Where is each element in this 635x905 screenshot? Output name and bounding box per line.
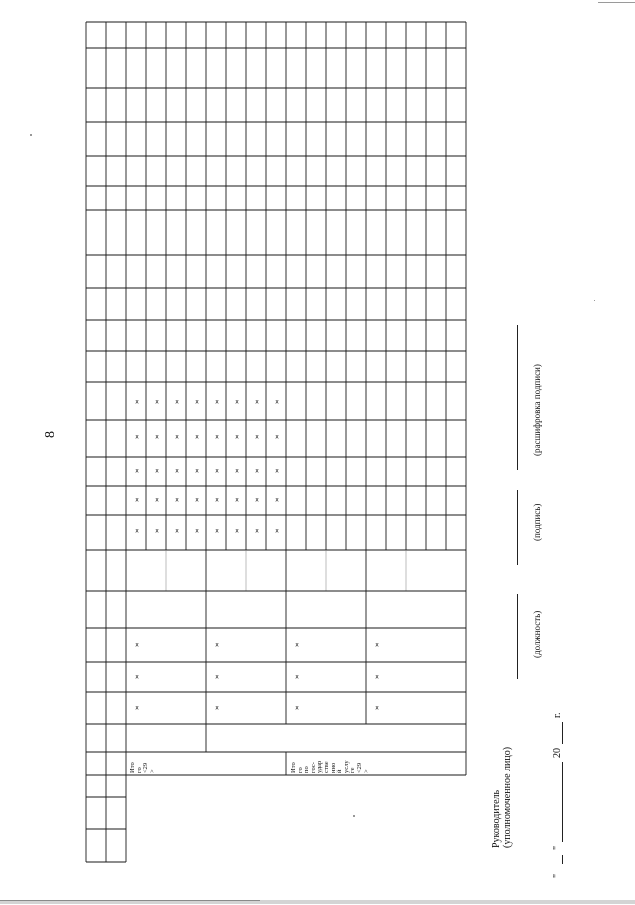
head-title-line2: (уполномоченное лицо) <box>502 746 513 848</box>
cell-mark: x <box>235 398 239 406</box>
cell-mark: x <box>155 496 159 504</box>
cell-mark: x <box>215 467 219 475</box>
cell-mark: x <box>255 527 259 535</box>
date-quote-open: " <box>552 873 563 878</box>
cell-mark: x <box>155 467 159 475</box>
date-quote-close: " <box>552 845 563 850</box>
position-line <box>517 594 518 679</box>
cell-mark: x <box>175 433 179 441</box>
row-label-itogo-gov-service: Ито го по гос- удар стве нно й услу ге <29 > <box>290 760 370 773</box>
row-label-itogo: Ито го <29 > <box>129 762 156 773</box>
cell-mark: x <box>255 433 259 441</box>
bottom-edge-rule <box>0 900 635 904</box>
cell-mark: x <box>235 467 239 475</box>
head-title <box>491 747 513 848</box>
cell-mark: x <box>275 398 279 406</box>
cell-mark: x <box>375 673 379 681</box>
cell-mark: x <box>195 527 199 535</box>
cell-mark: x <box>375 704 379 712</box>
decoding-caption: (расшифровка подписи) <box>532 364 542 456</box>
cell-mark: x <box>175 527 179 535</box>
cell-mark: x <box>235 433 239 441</box>
cell-mark: x <box>215 398 219 406</box>
cell-mark: x <box>155 527 159 535</box>
cell-mark: x <box>135 527 139 535</box>
cell-mark: x <box>195 496 199 504</box>
cell-mark: x <box>375 641 379 649</box>
date-month-line <box>562 762 563 842</box>
date-year-line <box>562 722 563 744</box>
cell-mark: x <box>195 467 199 475</box>
cell-mark: x <box>155 433 159 441</box>
cell-mark: x <box>235 496 239 504</box>
cell-mark: x <box>155 398 159 406</box>
decoding-line <box>517 325 518 470</box>
cell-mark: x <box>135 641 139 649</box>
cell-mark: x <box>235 527 239 535</box>
page-number: 8 <box>43 431 58 438</box>
cell-mark: x <box>255 467 259 475</box>
cell-mark: x <box>135 467 139 475</box>
cell-mark: x <box>135 433 139 441</box>
signature-caption: (подпись) <box>532 503 542 541</box>
cell-mark: x <box>295 673 299 681</box>
cell-mark: x <box>215 527 219 535</box>
cell-mark: x <box>135 673 139 681</box>
signature-line <box>517 490 518 565</box>
cell-mark: x <box>255 496 259 504</box>
cell-mark: x <box>215 704 219 712</box>
cell-mark: x <box>135 398 139 406</box>
cell-mark: x <box>255 398 259 406</box>
cell-mark: x <box>275 433 279 441</box>
cell-mark: x <box>215 641 219 649</box>
cell-mark: x <box>275 467 279 475</box>
date-day-line <box>562 855 563 864</box>
cell-mark: x <box>135 496 139 504</box>
cell-mark: x <box>215 673 219 681</box>
cell-mark: x <box>295 704 299 712</box>
position-caption: (должность) <box>532 610 542 658</box>
cell-mark: x <box>275 496 279 504</box>
cell-mark: x <box>275 527 279 535</box>
date-year-suffix: г. <box>552 712 563 718</box>
cell-mark: x <box>175 467 179 475</box>
cell-mark: x <box>195 433 199 441</box>
cell-mark: x <box>195 398 199 406</box>
cell-mark: x <box>175 398 179 406</box>
cell-mark: x <box>135 704 139 712</box>
cell-mark: x <box>215 433 219 441</box>
date-year-prefix: 20 <box>552 748 563 758</box>
head-title-line1: Руководитель <box>491 789 502 848</box>
cell-mark: x <box>215 496 219 504</box>
cell-mark: x <box>295 641 299 649</box>
cell-mark: x <box>175 496 179 504</box>
